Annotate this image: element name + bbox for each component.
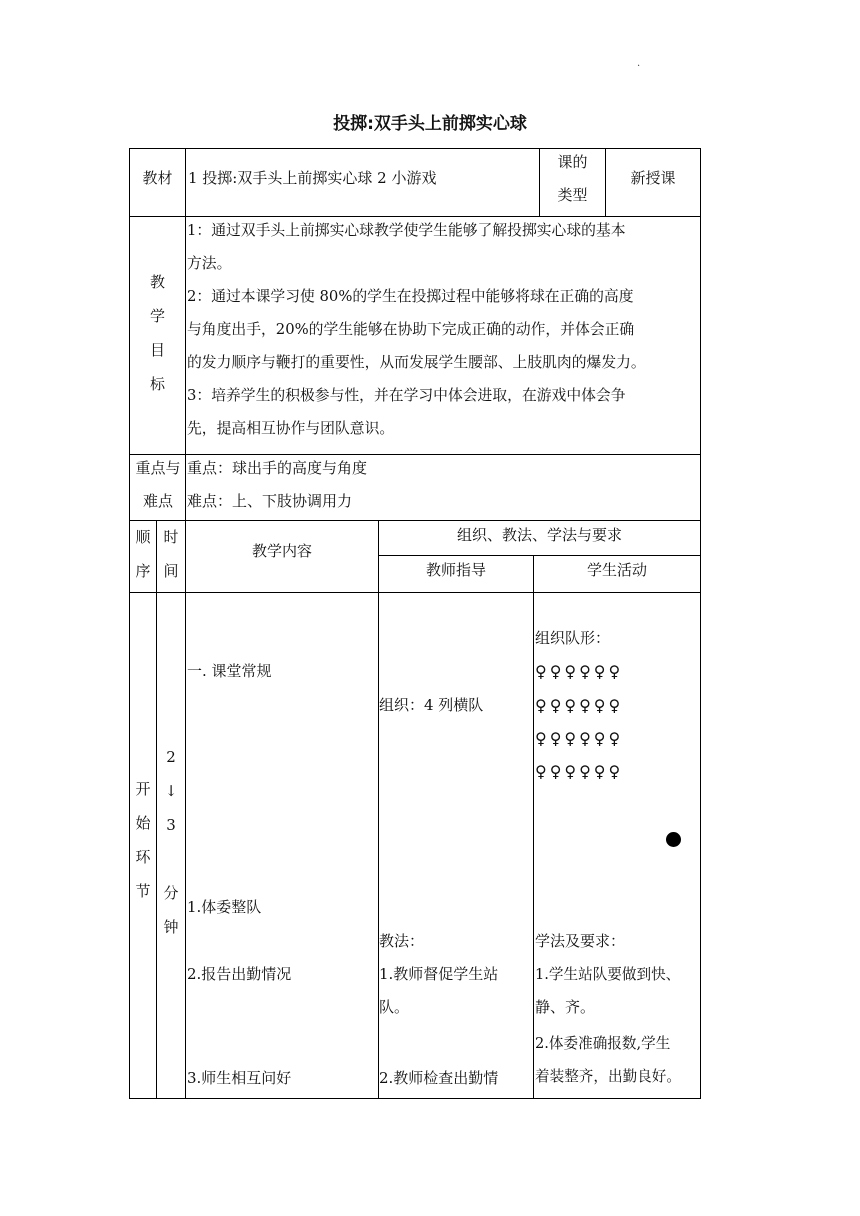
student-req-label: 学法及要求： bbox=[535, 932, 626, 950]
section-name: 开 始 环 节 bbox=[135, 780, 151, 900]
student-req-1b: 静、齐。 bbox=[535, 998, 596, 1016]
teacher-method-label: 教法： bbox=[379, 932, 425, 950]
material-label: 教材 bbox=[142, 169, 173, 187]
key-point-line: 重点：球出手的高度与角度 bbox=[187, 459, 368, 477]
student-formation-label: 组织队形： bbox=[535, 629, 611, 647]
page-mark: . bbox=[637, 58, 641, 69]
header-time: 时 间 bbox=[163, 528, 179, 580]
difficulty-line: 难点：上、下肢协调用力 bbox=[187, 492, 353, 510]
student-req-1a: 1.学生站队要做到快、 bbox=[535, 966, 681, 983]
teacher-org: 组织：4 列横队 bbox=[379, 696, 484, 714]
formation-row: ♀♀♀♀♀♀ bbox=[535, 762, 624, 781]
content-item-2: 2.报告出勤情况 bbox=[187, 965, 292, 983]
lesson-type-label-2: 类型 bbox=[557, 186, 588, 204]
goals-label: 教 学 目 标 bbox=[149, 273, 165, 393]
formation-row: ♀♀♀♀♀♀ bbox=[535, 696, 624, 715]
teacher-method-1a: 1.教师督促学生站 bbox=[379, 965, 499, 983]
page-title: 投掷:双手头上前掷实心球 bbox=[333, 114, 527, 134]
teacher-method-1b: 队。 bbox=[379, 998, 410, 1016]
content-item-1: 1.体委整队 bbox=[187, 898, 262, 916]
student-req-2b: 着装整齐，出勤良好。 bbox=[535, 1068, 681, 1085]
header-order: 顺 序 bbox=[135, 528, 151, 580]
lesson-type-value: 新授课 bbox=[630, 169, 676, 187]
section-time: 2 ↓ 3 分 钟 bbox=[163, 748, 179, 936]
teacher-method-2: 2.教师检查出勤情 bbox=[379, 1069, 499, 1087]
teacher-position-dot bbox=[666, 832, 681, 847]
goals-text: 1：通过双手头上前掷实心球教学使学生能够了解投掷实心球的基本 方法。 2：通过本课学习使 80%的学生在投掷过程中能够将球在正确的高度 与角度出手，20%的学生能够在协助下完成正确的动作，并体会正确 的发力顺序与鞭打的重要性，从而发展学生腰部、上肢肌肉的爆发力。 3：培养学生的积极参与性，并在学习中体会进取，在游戏中体会争 先，提高相互协作与团队意识。 bbox=[187, 222, 646, 437]
material-content: 1 投掷:双手头上前掷实心球 2 小游戏 bbox=[188, 169, 437, 187]
formation-row: ♀♀♀♀♀♀ bbox=[535, 729, 624, 748]
content-item-3: 3.师生相互问好 bbox=[187, 1069, 292, 1087]
header-org: 组织、教法、学法与要求 bbox=[456, 526, 622, 544]
key-points-label-1: 重点与 bbox=[135, 459, 181, 477]
content-heading: 一. 课堂常规 bbox=[187, 662, 272, 680]
student-req-2a: 2.体委准确报数,学生 bbox=[535, 1035, 671, 1052]
header-student: 学生活动 bbox=[586, 561, 647, 579]
lesson-type-label-1: 课的 bbox=[557, 153, 588, 171]
key-points-label-2: 难点 bbox=[142, 492, 173, 510]
header-teacher: 教师指导 bbox=[425, 561, 486, 579]
formation-row: ♀♀♀♀♀♀ bbox=[535, 662, 624, 681]
header-content: 教学内容 bbox=[251, 542, 312, 560]
